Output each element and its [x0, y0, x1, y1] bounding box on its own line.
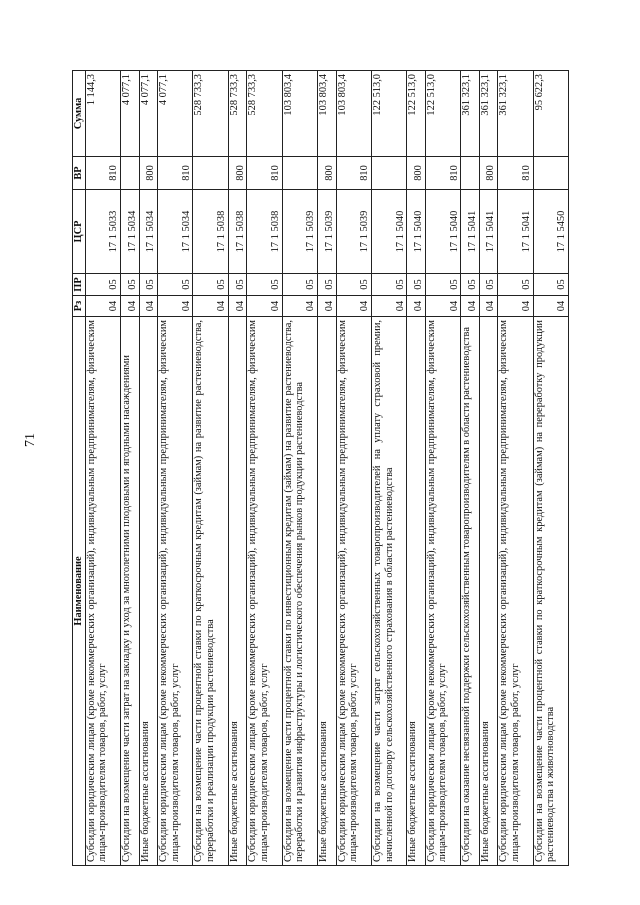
header-rz: Рз: [73, 296, 86, 317]
cell-name: Субсидии юридическим лицам (кроме некоммерческих организаций), индивидуальным предпринимателям, физическим лицам-производителям товаров, работ, услуг: [85, 317, 120, 866]
cell-pr: 05: [371, 274, 406, 296]
cell-name: Субсидии на возмещение части процентной ставки по краткосрочным кредитам (займам) на переработку продукции растениеводства и животноводства: [533, 317, 569, 866]
cell-pr: 05: [533, 274, 569, 296]
cell-csr: 17 1 5033: [85, 190, 120, 274]
cell-sum: 103 803,4: [336, 71, 371, 157]
table-row: [282, 71, 317, 866]
cell-name: Субсидии юридическим лицам (кроме некоммерческих организаций), индивидуальным предпринимателям, физическим лицам-производителям товаров, работ, услуг: [336, 317, 371, 866]
cell-csr: 17 1 5039: [282, 190, 317, 274]
cell-sum: 1 144,3: [85, 71, 120, 157]
header-pr: ПР: [73, 274, 86, 296]
cell-pr: 05: [121, 274, 139, 296]
cell-rz: 04: [193, 296, 228, 317]
cell-name: Иные бюджетные ассигнования: [318, 317, 336, 866]
cell-vr: 810: [85, 157, 120, 190]
cell-vr: [371, 157, 406, 190]
cell-pr: 05: [247, 274, 282, 296]
cell-csr: 17 1 5039: [336, 190, 371, 274]
cell-name: Субсидии на возмещение части затрат сельскохозяйственных товаропроизводителей на уплату страховой премии, начисленной по договору сельскохозяйственного страхования в области растениеводства: [371, 317, 406, 866]
cell-pr: 05: [193, 274, 228, 296]
cell-pr: 05: [157, 274, 192, 296]
header-name: Наименование: [73, 317, 86, 866]
cell-csr: 17 1 5040: [425, 190, 460, 274]
cell-csr: 17 1 5041: [479, 190, 497, 274]
cell-sum: 122 513,0: [407, 71, 425, 157]
cell-csr: 17 1 5038: [247, 190, 282, 274]
budget-table: [72, 70, 569, 866]
table-row: [318, 71, 336, 866]
cell-vr: [282, 157, 317, 190]
table-body: [85, 71, 568, 866]
cell-sum: 528 733,3: [228, 71, 246, 157]
cell-vr: [461, 157, 479, 190]
cell-rz: 04: [139, 296, 157, 317]
cell-csr: 17 1 5038: [193, 190, 228, 274]
cell-sum: 103 803,4: [318, 71, 336, 157]
cell-sum: 4 077,1: [157, 71, 192, 157]
page-number: 71: [23, 433, 38, 447]
table-row: [121, 71, 139, 866]
cell-pr: 05: [479, 274, 497, 296]
cell-vr: 800: [479, 157, 497, 190]
cell-csr: 17 1 5039: [318, 190, 336, 274]
cell-sum: 4 077,1: [121, 71, 139, 157]
cell-csr: 17 1 5038: [228, 190, 246, 274]
cell-rz: 04: [85, 296, 120, 317]
cell-pr: 05: [425, 274, 460, 296]
cell-pr: 05: [85, 274, 120, 296]
rotated-table-container: [72, 71, 569, 866]
cell-name: Иные бюджетные ассигнования: [407, 317, 425, 866]
cell-rz: 04: [479, 296, 497, 317]
cell-vr: 800: [318, 157, 336, 190]
cell-vr: 810: [425, 157, 460, 190]
cell-vr: 810: [498, 157, 533, 190]
cell-name: Субсидии юридическим лицам (кроме некоммерческих организаций), индивидуальным предпринимателям, физическим лицам-производителям товаров, работ, услуг: [425, 317, 460, 866]
cell-name: Субсидии юридическим лицам (кроме некоммерческих организаций), индивидуальным предпринимателям, физическим лицам-производителям товаров, работ, услуг: [498, 317, 533, 866]
table-row: [479, 71, 497, 866]
cell-sum: 122 513,0: [425, 71, 460, 157]
cell-name: Субсидии юридическим лицам (кроме некоммерческих организаций), индивидуальным предпринимателям, физическим лицам-производителям товаров, работ, услуг: [247, 317, 282, 866]
cell-csr: 17 1 5040: [371, 190, 406, 274]
cell-name: Субсидии на возмещение части процентной ставки по краткосрочным кредитам (займам) на развитие растениеводства, переработки и реализации продукции растениеводства: [193, 317, 228, 866]
table-row: [139, 71, 157, 866]
cell-name: Субсидии на возмещение части процентной ставки по инвестиционным кредитам (займам) на развитие растениеводства, переработки и развития инфраструктуры и логистического обеспечения рынков продукции растениеводства: [282, 317, 317, 866]
cell-vr: [121, 157, 139, 190]
cell-csr: 17 1 5040: [407, 190, 425, 274]
cell-rz: 04: [461, 296, 479, 317]
cell-rz: 04: [157, 296, 192, 317]
cell-pr: 05: [318, 274, 336, 296]
cell-vr: 800: [407, 157, 425, 190]
cell-sum: 528 733,3: [247, 71, 282, 157]
table-row: [85, 71, 120, 866]
cell-vr: [193, 157, 228, 190]
table-row: [247, 71, 282, 866]
cell-vr: 800: [139, 157, 157, 190]
header-vr: ВР: [73, 157, 86, 190]
table-row: [407, 71, 425, 866]
cell-csr: 17 1 5034: [121, 190, 139, 274]
cell-csr: 17 1 5041: [498, 190, 533, 274]
cell-name: Иные бюджетные ассигнования: [479, 317, 497, 866]
cell-pr: 05: [139, 274, 157, 296]
cell-rz: 04: [407, 296, 425, 317]
cell-rz: 04: [228, 296, 246, 317]
cell-sum: 528 733,3: [193, 71, 228, 157]
cell-sum: 361 323,1: [461, 71, 479, 157]
cell-vr: 810: [336, 157, 371, 190]
cell-pr: 05: [498, 274, 533, 296]
cell-pr: 05: [407, 274, 425, 296]
cell-rz: 04: [318, 296, 336, 317]
cell-name: Субсидии на оказание несвязанной поддержки сельскохозяйственным товаропроизводителям в области растениеводства: [461, 317, 479, 866]
cell-vr: [533, 157, 569, 190]
cell-rz: 04: [371, 296, 406, 317]
cell-pr: 05: [228, 274, 246, 296]
cell-rz: 04: [533, 296, 569, 317]
cell-sum: 4 077,1: [139, 71, 157, 157]
table-row: [228, 71, 246, 866]
cell-rz: 04: [247, 296, 282, 317]
cell-vr: 800: [228, 157, 246, 190]
table-row: [425, 71, 460, 866]
cell-rz: 04: [498, 296, 533, 317]
table-row: [371, 71, 406, 866]
table-row: [336, 71, 371, 866]
cell-pr: 05: [282, 274, 317, 296]
cell-sum: 361 323,1: [479, 71, 497, 157]
cell-sum: 122 513,0: [371, 71, 406, 157]
cell-pr: 05: [336, 274, 371, 296]
table-row: [193, 71, 228, 866]
table-row: [157, 71, 192, 866]
table-row: [533, 71, 569, 866]
cell-csr: 17 1 5034: [139, 190, 157, 274]
cell-rz: 04: [336, 296, 371, 317]
cell-csr: 17 1 5041: [461, 190, 479, 274]
header-sum: Сумма: [73, 71, 86, 157]
cell-rz: 04: [425, 296, 460, 317]
cell-vr: 810: [247, 157, 282, 190]
cell-name: Иные бюджетные ассигнования: [139, 317, 157, 866]
table-header-row: [73, 71, 86, 866]
cell-name: Иные бюджетные ассигнования: [228, 317, 246, 866]
cell-name: Субсидии на возмещение части затрат на закладку и уход за многолетними плодовыми и ягодными насаждениями: [121, 317, 139, 866]
cell-pr: 05: [461, 274, 479, 296]
cell-name: Субсидии юридическим лицам (кроме некоммерческих организаций), индивидуальным предпринимателям, физическим лицам-производителям товаров, работ, услуг: [157, 317, 192, 866]
cell-rz: 04: [282, 296, 317, 317]
cell-sum: 361 323,1: [498, 71, 533, 157]
header-csr: ЦСР: [73, 190, 86, 274]
cell-sum: 103 803,4: [282, 71, 317, 157]
cell-vr: 810: [157, 157, 192, 190]
cell-csr: 17 1 5450: [533, 190, 569, 274]
table-row: [498, 71, 533, 866]
cell-csr: 17 1 5034: [157, 190, 192, 274]
cell-rz: 04: [121, 296, 139, 317]
cell-sum: 95 622,3: [533, 71, 569, 157]
table-row: [461, 71, 479, 866]
